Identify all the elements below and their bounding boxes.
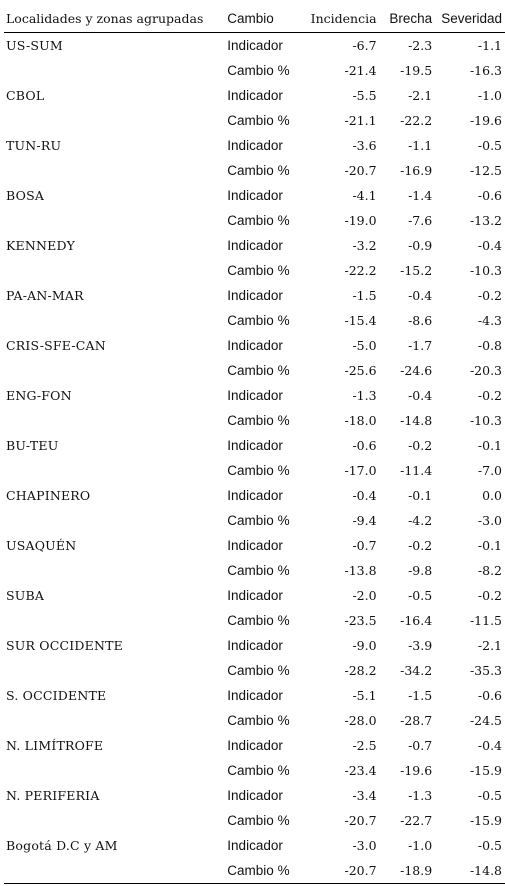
- cell-severidad: -10.3: [469, 263, 502, 278]
- cell-incidencia: -2.5: [352, 738, 377, 753]
- cell-brecha: -0.4: [408, 288, 433, 303]
- cell-severidad: -0.6: [477, 188, 502, 203]
- cell-brecha: -16.4: [400, 613, 433, 628]
- cell-brecha: -16.9: [400, 163, 433, 178]
- row-type-label: Indicador: [227, 88, 283, 103]
- table-row: [4, 183, 505, 208]
- cell-brecha: -22.7: [400, 813, 433, 828]
- cell-brecha: -11.4: [400, 463, 433, 478]
- row-localidad: BOSA: [6, 188, 45, 203]
- table-row: [4, 458, 505, 483]
- cell-brecha: -8.6: [408, 313, 433, 328]
- cell-brecha: -2.3: [408, 38, 433, 53]
- cell-severidad: -14.8: [435, 858, 505, 884]
- cell-severidad: -0.2: [477, 588, 502, 603]
- cell-incidencia: -20.7: [303, 858, 380, 884]
- row-localidad-empty: [4, 158, 223, 183]
- table-row: [4, 133, 505, 158]
- table-row: [4, 408, 505, 433]
- cell-incidencia: -5.5: [352, 88, 377, 103]
- row-localidad-empty: [4, 658, 223, 683]
- table-row: [4, 558, 505, 583]
- row-type-label: Indicador: [227, 488, 283, 503]
- row-localidad-empty: [4, 208, 223, 233]
- row-localidad: Bogotá D.C y AM: [6, 838, 118, 853]
- row-localidad: USAQUÉN: [6, 538, 77, 553]
- cell-brecha: -3.9: [408, 638, 433, 653]
- row-type-label: Indicador: [227, 688, 283, 703]
- cell-severidad: -1.0: [477, 88, 502, 103]
- cell-incidencia: -13.8: [344, 563, 377, 578]
- row-localidad-empty: [4, 258, 223, 283]
- row-type-label: Cambio %: [227, 613, 290, 628]
- row-type-label: Indicador: [227, 138, 283, 153]
- row-localidad-empty: [4, 858, 223, 884]
- cell-incidencia: -3.2: [352, 238, 377, 253]
- cell-incidencia: -2.0: [352, 588, 377, 603]
- cell-incidencia: -3.4: [352, 788, 377, 803]
- header-incidencia: Incidencia: [303, 6, 380, 33]
- row-type-label: Indicador: [227, 538, 283, 553]
- cell-incidencia: -1.5: [352, 288, 377, 303]
- cell-brecha: -28.7: [400, 713, 433, 728]
- table-body: [4, 33, 505, 884]
- cell-brecha: -19.5: [400, 63, 433, 78]
- table-row: [4, 508, 505, 533]
- row-type-label: Indicador: [227, 38, 283, 53]
- cell-severidad: -0.5: [477, 838, 502, 853]
- table-row: [4, 483, 505, 508]
- table-row: [4, 633, 505, 658]
- row-localidad: SUBA: [6, 588, 45, 603]
- cell-incidencia: -23.4: [344, 763, 377, 778]
- cell-severidad: -3.0: [477, 513, 502, 528]
- row-localidad-empty: [4, 408, 223, 433]
- row-localidad-empty: [4, 108, 223, 133]
- table-row: [4, 683, 505, 708]
- cell-incidencia: -0.4: [352, 488, 377, 503]
- row-localidad-empty: [4, 608, 223, 633]
- row-type-label: Cambio %: [227, 263, 290, 278]
- row-localidad: US-SUM: [6, 38, 63, 53]
- row-type-label: Cambio %: [223, 858, 303, 884]
- cell-severidad: -0.1: [477, 438, 502, 453]
- row-type-label: Cambio %: [227, 163, 290, 178]
- cell-incidencia: -0.7: [352, 538, 377, 553]
- table-row: [4, 433, 505, 458]
- cell-brecha: -0.1: [408, 488, 433, 503]
- row-type-label: Indicador: [227, 388, 283, 403]
- header-row: [4, 6, 505, 33]
- table-row: [4, 708, 505, 733]
- cell-severidad: -0.5: [477, 138, 502, 153]
- header-cambio: Cambio: [223, 6, 303, 33]
- cell-brecha: -0.5: [408, 588, 433, 603]
- table-row: [4, 108, 505, 133]
- cell-incidencia: -9.0: [352, 638, 377, 653]
- table-row: [4, 608, 505, 633]
- row-type-label: Indicador: [227, 588, 283, 603]
- row-type-label: Cambio %: [227, 213, 290, 228]
- cell-severidad: -0.5: [477, 788, 502, 803]
- cell-incidencia: -6.7: [352, 38, 377, 53]
- row-localidad: S. OCCIDENTE: [6, 688, 107, 703]
- table-row: [4, 33, 505, 59]
- cell-brecha: -1.4: [408, 188, 433, 203]
- row-localidad-empty: [4, 508, 223, 533]
- table-row: [4, 658, 505, 683]
- row-localidad: CBOL: [6, 88, 45, 103]
- cell-brecha: -24.6: [400, 363, 433, 378]
- cell-severidad: -16.3: [469, 63, 502, 78]
- cell-incidencia: -0.6: [352, 438, 377, 453]
- cell-severidad: -20.3: [469, 363, 502, 378]
- row-type-label: Cambio %: [227, 663, 290, 678]
- table-row: [4, 283, 505, 308]
- row-localidad: TUN-RU: [6, 138, 62, 153]
- row-localidad-empty: [4, 808, 223, 833]
- cell-brecha: -22.2: [400, 113, 433, 128]
- cell-incidencia: -21.1: [344, 113, 377, 128]
- cell-severidad: -1.1: [477, 38, 502, 53]
- table-row: [4, 383, 505, 408]
- cell-brecha: -1.3: [408, 788, 433, 803]
- row-localidad-empty: [4, 358, 223, 383]
- row-type-label: Cambio %: [227, 313, 290, 328]
- header-localidades: Localidades y zonas agrupadas: [4, 6, 223, 33]
- table-row: [4, 158, 505, 183]
- cell-brecha: -2.1: [408, 88, 433, 103]
- cell-brecha: -4.2: [408, 513, 433, 528]
- row-type-label: Cambio %: [227, 763, 290, 778]
- row-localidad: ENG-FON: [6, 388, 72, 403]
- table-row: [4, 258, 505, 283]
- row-localidad-empty: [4, 308, 223, 333]
- cell-severidad: -0.6: [477, 688, 502, 703]
- row-type-label: Cambio %: [227, 463, 290, 478]
- cell-incidencia: -5.0: [352, 338, 377, 353]
- cell-brecha: -1.0: [408, 838, 433, 853]
- cell-severidad: -2.1: [477, 638, 502, 653]
- row-type-label: Indicador: [227, 738, 283, 753]
- cell-incidencia: -22.2: [344, 263, 377, 278]
- cell-incidencia: -28.2: [344, 663, 377, 678]
- cell-brecha: -1.5: [408, 688, 433, 703]
- cell-incidencia: -3.6: [352, 138, 377, 153]
- cell-severidad: 0.0: [482, 488, 502, 503]
- table-row: [4, 58, 505, 83]
- header-severidad: Severidad: [435, 6, 505, 33]
- cell-incidencia: -25.6: [344, 363, 377, 378]
- cell-brecha: -0.7: [408, 738, 433, 753]
- cell-severidad: -0.1: [477, 538, 502, 553]
- table-row: [4, 833, 505, 858]
- row-type-label: Indicador: [227, 238, 283, 253]
- cell-severidad: -4.3: [477, 313, 502, 328]
- cell-severidad: -7.0: [477, 463, 502, 478]
- cell-brecha: -9.8: [408, 563, 433, 578]
- row-localidad: KENNEDY: [6, 238, 76, 253]
- cell-brecha: -19.6: [400, 763, 433, 778]
- table-row: [4, 233, 505, 258]
- row-type-label: Cambio %: [227, 563, 290, 578]
- cell-brecha: -1.7: [408, 338, 433, 353]
- cell-incidencia: -9.4: [352, 513, 377, 528]
- cell-brecha: -0.2: [408, 538, 433, 553]
- cell-severidad: -0.2: [477, 288, 502, 303]
- cell-brecha: -7.6: [408, 213, 433, 228]
- cell-severidad: -8.2: [477, 563, 502, 578]
- cell-severidad: -11.5: [469, 613, 502, 628]
- cell-severidad: -12.5: [469, 163, 502, 178]
- cell-incidencia: -28.0: [344, 713, 377, 728]
- cell-severidad: -10.3: [469, 413, 502, 428]
- row-localidad: SUR OCCIDENTE: [6, 638, 123, 653]
- table-row: [4, 333, 505, 358]
- header-brecha: Brecha: [380, 6, 436, 33]
- row-localidad: BU-TEU: [6, 438, 59, 453]
- cell-brecha: -14.8: [400, 413, 433, 428]
- row-type-label: Indicador: [227, 638, 283, 653]
- row-localidad: CRIS-SFE-CAN: [6, 338, 106, 353]
- cell-brecha: -1.1: [408, 138, 433, 153]
- cell-incidencia: -23.5: [344, 613, 377, 628]
- table-row: [4, 358, 505, 383]
- cell-brecha: -0.2: [408, 438, 433, 453]
- cell-incidencia: -3.0: [352, 838, 377, 853]
- row-type-label: Indicador: [227, 188, 283, 203]
- row-type-label: Cambio %: [227, 513, 290, 528]
- table-row: [4, 308, 505, 333]
- table-row: [4, 83, 505, 108]
- cell-severidad: -15.9: [469, 813, 502, 828]
- cell-brecha: -0.4: [408, 388, 433, 403]
- cell-incidencia: -19.0: [344, 213, 377, 228]
- table-row: [4, 208, 505, 233]
- row-localidad: PA-AN-MAR: [6, 288, 84, 303]
- row-localidad-empty: [4, 708, 223, 733]
- table-row: [4, 783, 505, 808]
- cell-severidad: -24.5: [469, 713, 502, 728]
- row-type-label: Indicador: [227, 788, 283, 803]
- row-localidad: N. PERIFERIA: [6, 788, 100, 803]
- row-localidad-empty: [4, 758, 223, 783]
- cell-brecha: -34.2: [400, 663, 433, 678]
- cell-incidencia: -20.7: [344, 163, 377, 178]
- row-type-label: Cambio %: [227, 113, 290, 128]
- cell-severidad: -13.2: [469, 213, 502, 228]
- cell-incidencia: -21.4: [344, 63, 377, 78]
- cell-severidad: -0.4: [477, 238, 502, 253]
- cell-severidad: -15.9: [469, 763, 502, 778]
- row-localidad-empty: [4, 58, 223, 83]
- cell-brecha: -18.9: [380, 858, 436, 884]
- data-table: [4, 6, 505, 884]
- row-localidad-empty: [4, 458, 223, 483]
- table-row: [4, 733, 505, 758]
- cell-brecha: -15.2: [400, 263, 433, 278]
- table-row: [4, 583, 505, 608]
- row-type-label: Indicador: [227, 288, 283, 303]
- row-localidad: N. LIMÍTROFE: [6, 738, 104, 753]
- row-type-label: Indicador: [227, 338, 283, 353]
- cell-incidencia: -15.4: [344, 313, 377, 328]
- cell-incidencia: -1.3: [352, 388, 377, 403]
- cell-incidencia: -4.1: [352, 188, 377, 203]
- row-localidad-empty: [4, 558, 223, 583]
- row-type-label: Indicador: [227, 838, 283, 853]
- row-type-label: Cambio %: [227, 413, 290, 428]
- table-row: [4, 758, 505, 783]
- cell-severidad: -0.2: [477, 388, 502, 403]
- cell-incidencia: -18.0: [344, 413, 377, 428]
- cell-severidad: -0.8: [477, 338, 502, 353]
- cell-severidad: -0.4: [477, 738, 502, 753]
- row-type-label: Cambio %: [227, 813, 290, 828]
- table-row: [4, 533, 505, 558]
- cell-severidad: -35.3: [469, 663, 502, 678]
- cell-brecha: -0.9: [408, 238, 433, 253]
- cell-incidencia: -17.0: [344, 463, 377, 478]
- row-type-label: Indicador: [227, 438, 283, 453]
- table-row: [4, 808, 505, 833]
- row-type-label: Cambio %: [227, 363, 290, 378]
- row-type-label: Cambio %: [227, 63, 290, 78]
- cell-incidencia: -20.7: [344, 813, 377, 828]
- table-row: [4, 858, 505, 884]
- cell-severidad: -19.6: [469, 113, 502, 128]
- row-type-label: Cambio %: [227, 713, 290, 728]
- row-localidad: CHAPINERO: [6, 488, 91, 503]
- cell-incidencia: -5.1: [352, 688, 377, 703]
